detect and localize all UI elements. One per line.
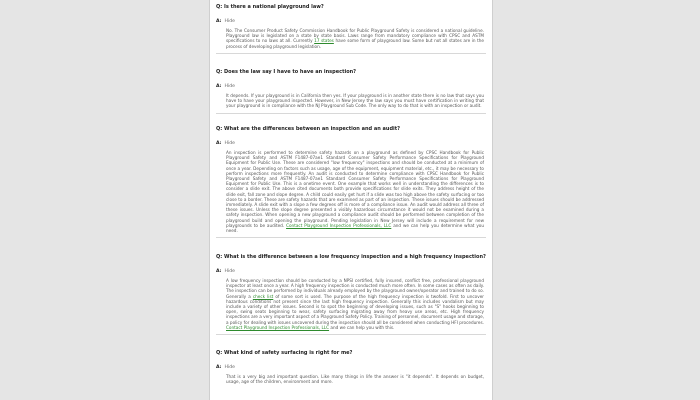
answer-text-segment: of some sort is used. The purpose of the high frequency inspection is twofold. First to uncover hazardous conditions not present since the last high frequency inspection. Generally this includes vandalism but may include a variety of other issues. Second is to spot the beginning of developing issues, such as "S" hooks beginning to open, swing seats beginning to wear, safety surfacing migrating away from heavy use areas, etc. High frequency inspections are a very important aspect of a Playground Safety Policy. Training of personnel, document usage and storage, a policy for dealing with issues uncovered during the inspection should all be considered when conducting HFI procedures. bbox=[226, 293, 484, 325]
faq-divider bbox=[216, 53, 486, 54]
faq-answer-text bbox=[226, 28, 484, 49]
faq-item bbox=[216, 350, 484, 388]
faq-question: Q: What are the differences between an inspection and an audit? bbox=[216, 126, 401, 132]
answer-text-segment: An inspection is performed to determine safety hazards on a playground as defined by CPSC Handbook for Public Playground Safety and ASTM F1487-07ae1 Standard Consumer Safety Performance Specifications for Playground Equipment for Public Use. These are considered "low frequency" inspections and should be conducted at a minimum of once a year. Depending on factors such as usage, age of the equipment, equipment material, etc., it may be necessary to perform inspections more frequently. An audit is conducted to determine compliance with CPSC Handbook for Public Playground Safety and ASTM F1487-07ae1 Standard Consumer Safety Performance Specifications for Playground Equipment for Public Use. This is a onetime event. One example that works well in understanding the differences is to consider a slide exit. The above cited documents both provide specifications for slide exits. They address height of the slide exit, fall zone and slope degree. A child could easily get hurt if a slide was too high above the safety surfacing or too close to a border. These are safety hazards that are examined as part of an inspection. These issues should be addressed immediately. A slide exit with a slope a few degrees off is more of a compliance issue. An audit would address all three of these issues. Unless the slope degree presented a visibly hazardous circumstance it would not be examined during a safety inspection. When opening a new playground a compliance audit should be performed between completion of the playground build and opening the playground. Pending legislation in New Jersey will include a requirement for new playgrounds to be audited. bbox=[226, 150, 484, 228]
faq-divider bbox=[216, 334, 486, 335]
answer-text-segment: and we can help you determine what you need. bbox=[226, 222, 485, 234]
faq-item bbox=[216, 69, 486, 120]
answer-text-segment: A low frequency inspection should be conducted by a NPSI certified, fully insured, conflict free, professional playground inspector at least once a year. A high frequency inspection is conducted much more often. In some cases as often as daily. The inspection can be performed by individuals already employed by the playground owner/operator and trained to do so. Generally a bbox=[226, 278, 484, 299]
faq-item bbox=[216, 254, 486, 341]
faq-answer-text bbox=[226, 93, 484, 109]
answer-link[interactable]: 17 states bbox=[314, 38, 334, 44]
hide-answer-link[interactable]: Hide bbox=[224, 269, 235, 274]
faq-question: Q: Is there a national playground law? bbox=[216, 4, 324, 10]
answer-text-segment: That is a very big and important question. Like many things in life the answer is "it depends". It depends on budget, usage, age of the children, environment and more. bbox=[226, 374, 484, 385]
answer-text-segment: and we can help you with this. bbox=[329, 324, 395, 330]
faq-answer-text bbox=[226, 278, 484, 330]
answer-text-segment: have some form of playground law. Some but not all states are in the process of developing playground legislation. bbox=[226, 38, 484, 49]
answer-label: A: bbox=[216, 84, 222, 89]
answer-label: A: bbox=[216, 141, 222, 146]
answer-label: A: bbox=[216, 365, 222, 370]
faq-question: Q: Does the law say I have to have an inspection? bbox=[216, 69, 357, 75]
answer-text-segment: No. The Consumer Product Safety Commission Handbook for Public Playground Safety is considered a national guideline. Playground law is legislated on a state by state basis. Laws range from mandatory compliance with CPSC and ASTM specifications to no laws at all. Currently bbox=[226, 28, 484, 44]
hide-answer-link[interactable]: Hide bbox=[224, 19, 235, 24]
hide-answer-link[interactable]: Hide bbox=[224, 365, 235, 370]
hide-answer-link[interactable]: Hide bbox=[224, 141, 235, 146]
answer-link[interactable]: check list bbox=[252, 293, 274, 299]
faq-question: Q: What is the difference between a low frequency inspection and a high frequency inspection? bbox=[216, 254, 486, 260]
faq-answer-text bbox=[226, 150, 484, 233]
answer-link[interactable]: Contact Playground Inspection Professionals, LLC bbox=[226, 324, 330, 330]
faq-divider bbox=[216, 113, 486, 114]
answer-link[interactable]: Contact Playground Inspection Professionals, LLC bbox=[286, 222, 392, 228]
faq-item bbox=[216, 4, 486, 60]
faq-divider bbox=[216, 237, 486, 238]
faq-item bbox=[216, 126, 486, 244]
hide-answer-link[interactable]: Hide bbox=[224, 84, 235, 89]
answer-label: A: bbox=[216, 269, 222, 274]
faq-content bbox=[216, 0, 486, 400]
answer-label: A: bbox=[216, 19, 222, 24]
faq-question: Q: What kind of safety surfacing is right for me? bbox=[216, 350, 353, 356]
answer-text-segment: It depends. If your playground is in California then yes. If your playground is in another state there is no law that says you have to have your playground inspected. However, in New Jersey the law says you must have certification in writing that your playground is in compliance with the NJ Playground Sub Code. The only way to do that is with an inspection or audit. bbox=[226, 93, 484, 109]
faq-answer-text bbox=[226, 374, 484, 384]
